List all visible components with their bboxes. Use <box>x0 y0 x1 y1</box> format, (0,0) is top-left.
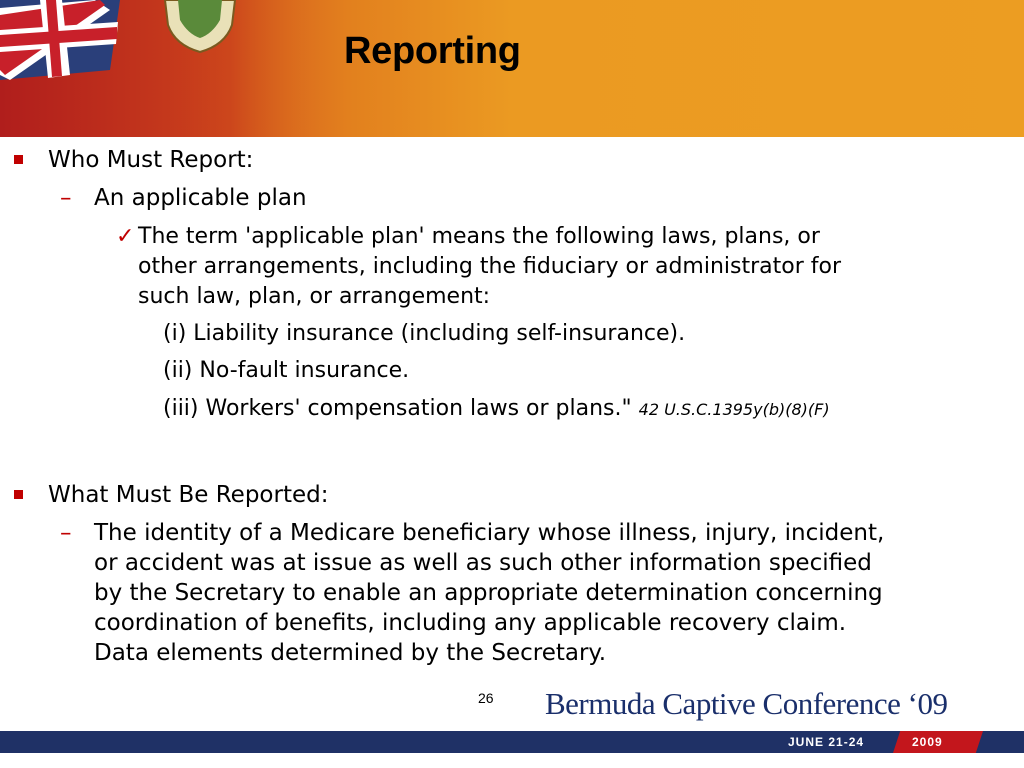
plan-item-2: (ii) No-fault insurance. <box>163 358 410 383</box>
plan-item-1: (i) Liability insurance (including self-insurance). <box>163 321 686 346</box>
slide-content <box>0 140 1024 680</box>
section2-line-2: or accident was at issue as well as such other information specified <box>94 550 872 576</box>
check-line-3: such law, plan, or arrangement: <box>138 284 491 309</box>
check-line-1: The term 'applicable plan' means the following laws, plans, or <box>138 224 820 249</box>
bullet-square-icon <box>14 155 23 164</box>
conference-logo: Bermuda Captive Conference ‘09 <box>545 686 948 721</box>
dash-bullet-icon: – <box>60 520 72 546</box>
checkmark-icon: ✓ <box>116 224 135 249</box>
footer-year: 2009 <box>912 735 943 749</box>
citation: 42 U.S.C.1395y(b)(8)(F) <box>638 400 830 419</box>
section2-line-3: by the Secretary to enable an appropriate determination concerning <box>94 580 883 606</box>
plan-item-3-row <box>163 396 830 421</box>
section1-heading: Who Must Report: <box>48 147 254 173</box>
check-line-2: other arrangements, including the fiduciary or administrator for <box>138 254 842 279</box>
section2-heading: What Must Be Reported: <box>48 482 329 508</box>
dash-bullet-icon: – <box>60 185 72 211</box>
footer-bar <box>0 731 1024 753</box>
plan-item-3: (iii) Workers' compensation laws or plans." <box>163 396 632 421</box>
slide-title: Reporting <box>344 30 521 72</box>
footer-dates: JUNE 21-24 <box>788 735 865 749</box>
bermuda-flag-image <box>0 0 330 137</box>
section2-line-4: coordination of benefits, including any applicable recovery claim. <box>94 610 847 636</box>
bullet-square-icon <box>14 490 23 499</box>
page-number: 26 <box>478 690 494 706</box>
section1-sub: An applicable plan <box>94 185 307 211</box>
section2-line-1: The identity of a Medicare beneficiary whose illness, injury, incident, <box>94 520 885 546</box>
header-banner <box>0 0 1024 137</box>
section2-line-5: Data elements determined by the Secretary. <box>94 640 607 666</box>
